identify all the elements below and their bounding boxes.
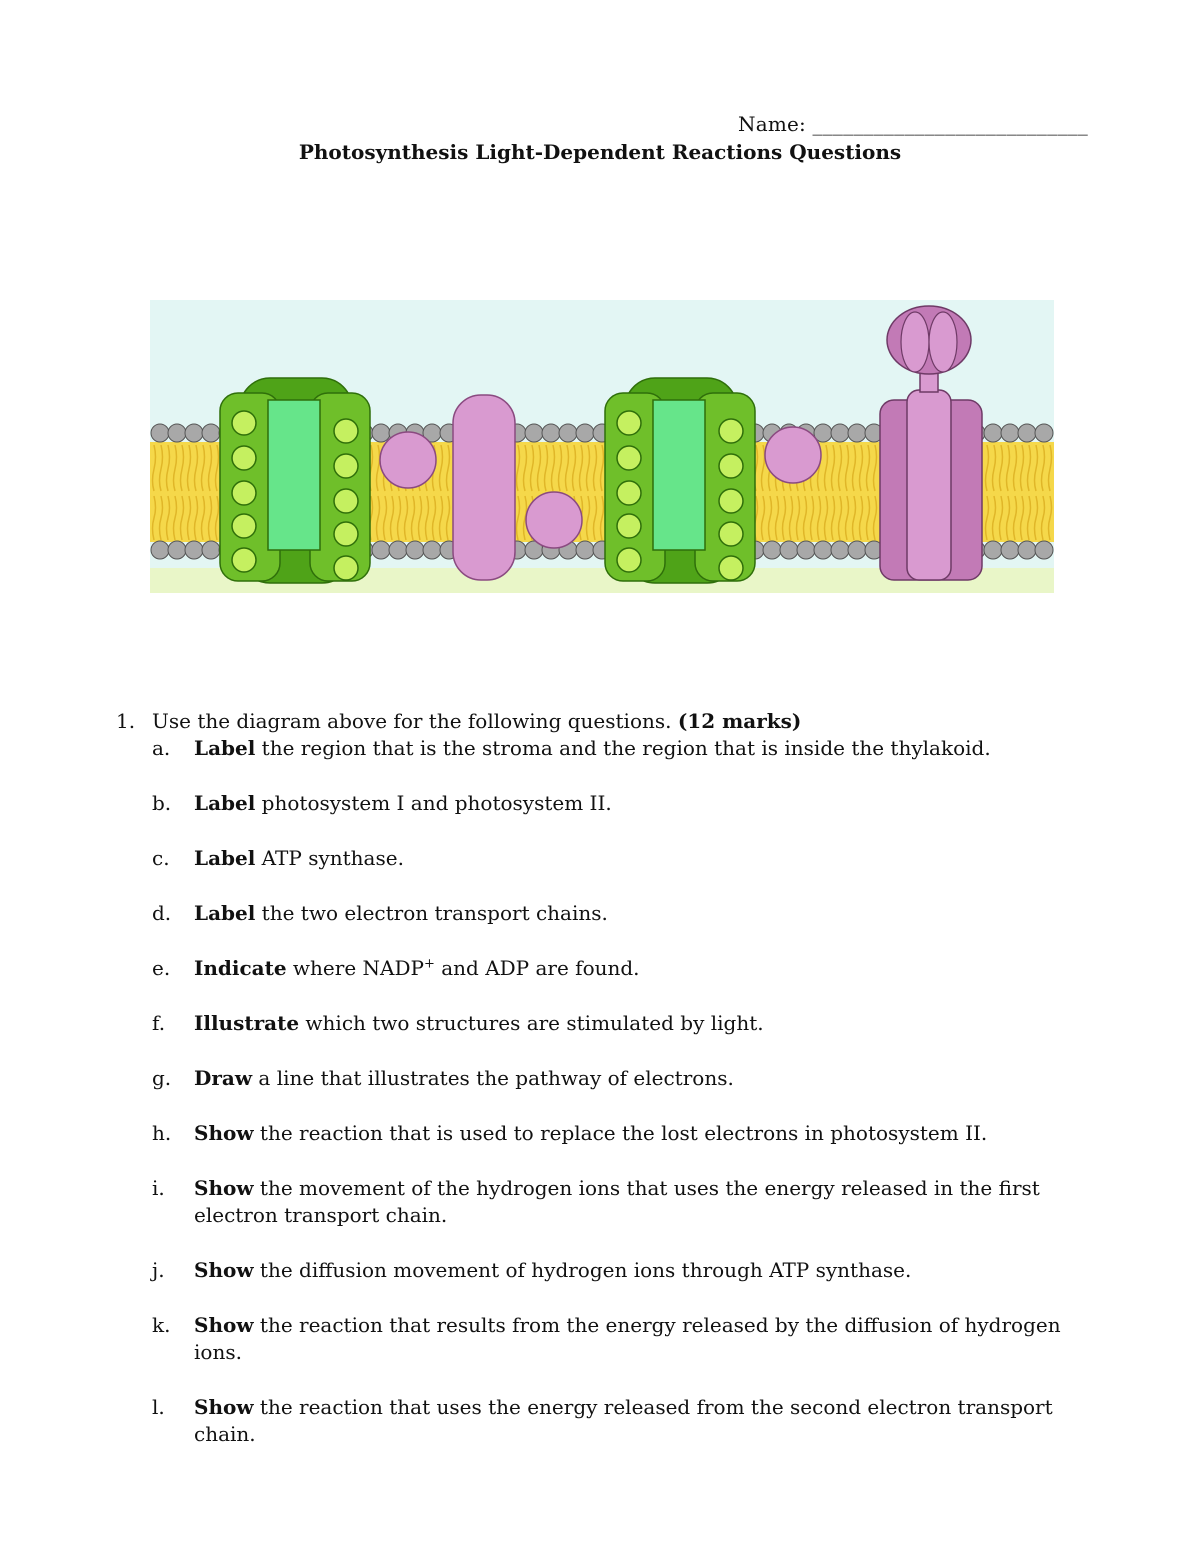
lipid-head (780, 541, 798, 559)
lipid-head (185, 541, 203, 559)
page-title: Photosynthesis Light-Dependent Reactions Questions (298, 140, 902, 164)
photosystem-ii-reaction-center (268, 400, 320, 550)
sub-question-text: Draw a line that illustrates the pathway of electrons. (194, 1066, 734, 1090)
cytochrome-complex (453, 395, 515, 580)
name-label: Name: (738, 112, 813, 136)
pigment (719, 556, 743, 580)
sub-question-text: Label ATP synthase. (194, 846, 404, 870)
pigment (334, 556, 358, 580)
lipid-head (389, 541, 407, 559)
sub-question (152, 1257, 1096, 1284)
lipid-head (763, 541, 781, 559)
sub-question-text: Show the reaction that uses the energy released from the second electron transport chain. (194, 1395, 1053, 1446)
ferredoxin (765, 427, 821, 483)
lipid-head (1035, 541, 1053, 559)
atp-synthase-head-lobe (901, 312, 929, 372)
pigment (617, 481, 641, 505)
thylakoid-membrane-diagram (150, 300, 1054, 593)
lipid-head (1018, 424, 1036, 442)
atp-synthase-head-lobe (929, 312, 957, 372)
lipid-head (1001, 541, 1019, 559)
question-number: 1. (116, 709, 136, 733)
lipid-head (1035, 424, 1053, 442)
lipid-head (848, 541, 866, 559)
lipid-head (797, 541, 815, 559)
pigment (719, 489, 743, 513)
instruction-verb: Indicate (194, 956, 287, 980)
sub-question-text: Show the movement of the hydrogen ions that uses the energy released in the first electron transport chain. (194, 1176, 1040, 1227)
sub-question (152, 1175, 1096, 1229)
instruction-verb: Label (194, 846, 256, 870)
lipid-head (151, 424, 169, 442)
sub-question-text: Label the two electron transport chains. (194, 901, 608, 925)
instruction-verb: Label (194, 736, 256, 760)
sub-question (152, 1065, 1096, 1092)
sub-question-letter: c. (152, 846, 170, 870)
pigment (232, 548, 256, 572)
pigment (719, 522, 743, 546)
sub-question (152, 955, 1096, 982)
lipid-head (168, 424, 186, 442)
plastocyanin (526, 492, 582, 548)
pigment (617, 411, 641, 435)
lipid-head (525, 424, 543, 442)
sub-question-text: Show the reaction that is used to replace the lost electrons in photosystem II. (194, 1121, 988, 1145)
sub-question (152, 1120, 1096, 1147)
lipid-head (1001, 424, 1019, 442)
pigment (232, 411, 256, 435)
sub-question (152, 1394, 1096, 1448)
pigment (719, 454, 743, 478)
lipid-head (576, 541, 594, 559)
pigment (232, 514, 256, 538)
lipid-head (831, 541, 849, 559)
instruction-verb: Label (194, 901, 256, 925)
pigment (232, 446, 256, 470)
instruction-verb: Draw (194, 1066, 253, 1090)
instruction-verb: Label (194, 791, 256, 815)
sub-question-letter: h. (152, 1121, 172, 1145)
atp-synthase-core (907, 390, 951, 580)
sub-question-letter: j. (152, 1258, 165, 1282)
instruction-verb: Show (194, 1121, 254, 1145)
lipid-head (576, 424, 594, 442)
lipid-head (984, 541, 1002, 559)
pigment (334, 454, 358, 478)
sub-question-letter: d. (152, 901, 172, 925)
sub-question-text: Indicate where NADP+ and ADP are found. (194, 956, 640, 980)
sub-question-letter: e. (152, 956, 171, 980)
lipid-head (542, 424, 560, 442)
sub-question-letter: l. (152, 1395, 165, 1419)
sub-question (152, 790, 1096, 817)
pigment (334, 522, 358, 546)
instruction-verb: Show (194, 1258, 254, 1282)
instruction-verb: Show (194, 1313, 254, 1337)
sub-question-letter: i. (152, 1176, 165, 1200)
lipid-head (831, 424, 849, 442)
sub-question (152, 900, 1096, 927)
question-text: Use the diagram above for the following questions. (12 marks) (152, 709, 802, 733)
lipid-head (202, 424, 220, 442)
lipid-head (202, 541, 220, 559)
lipid-head (372, 424, 390, 442)
question-marks: (12 marks) (677, 709, 802, 733)
lipid-head (372, 541, 390, 559)
pigment (334, 489, 358, 513)
pigment (617, 514, 641, 538)
pigment (617, 446, 641, 470)
photosystem-i-reaction-center (653, 400, 705, 550)
question-list (116, 708, 1096, 1448)
pigment (232, 481, 256, 505)
lipid-head (406, 541, 424, 559)
question-1 (116, 708, 1096, 735)
instruction-verb: Show (194, 1176, 254, 1200)
pigment (719, 419, 743, 443)
lipid-head (848, 424, 866, 442)
instruction-verb: Show (194, 1395, 254, 1419)
lipid-head (1018, 541, 1036, 559)
lipid-head (559, 424, 577, 442)
lipid-head (168, 541, 186, 559)
lipid-head (423, 541, 441, 559)
pigment (617, 548, 641, 572)
name-blank[interactable]: ___________________________ (812, 112, 1088, 136)
sub-question-letter: f. (152, 1011, 166, 1035)
sub-question-text: Show the diffusion movement of hydrogen ions through ATP synthase. (194, 1258, 912, 1282)
sub-question-letter: g. (152, 1066, 172, 1090)
lipid-head (185, 424, 203, 442)
sub-question (152, 1010, 1096, 1037)
instruction-verb: Illustrate (194, 1011, 300, 1035)
sub-question-text: Label the region that is the stroma and the region that is inside the thylakoid. (194, 736, 991, 760)
sub-question-text: Illustrate which two structures are stimulated by light. (194, 1011, 764, 1035)
sub-question-letter: a. (152, 736, 171, 760)
sub-question-text: Show the reaction that results from the energy released by the diffusion of hydrogen ions. (194, 1313, 1061, 1364)
sub-question-letter: k. (152, 1313, 171, 1337)
sub-question (152, 1312, 1096, 1366)
pigment (334, 419, 358, 443)
lipid-head (814, 541, 832, 559)
lipid-head (984, 424, 1002, 442)
sub-question-text: Label photosystem I and photosystem II. (194, 791, 612, 815)
plastoquinone (380, 432, 436, 488)
sub-question-letter: b. (152, 791, 172, 815)
name-field (738, 112, 1088, 136)
lipid-head (151, 541, 169, 559)
sub-question (152, 845, 1096, 872)
sub-question (152, 735, 1096, 762)
